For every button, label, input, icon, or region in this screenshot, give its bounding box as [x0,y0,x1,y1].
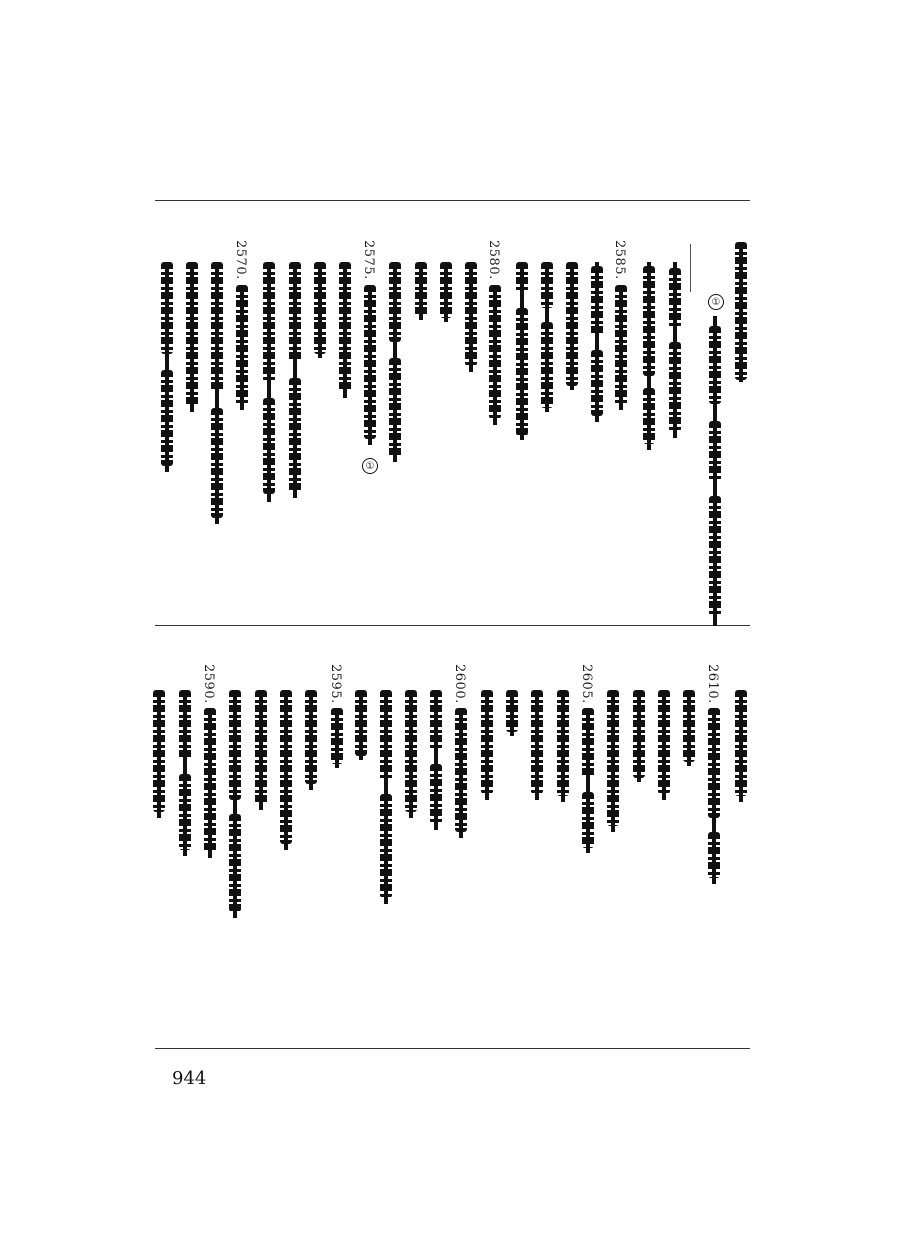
page-number: 944 [172,1068,207,1089]
verse-line [612,285,630,410]
verse-line [513,262,531,440]
verse-line [302,690,320,790]
verse-line [427,690,445,830]
verse-line [640,262,658,450]
verse-line [260,262,278,502]
verse-line [666,262,684,438]
verse-line [630,690,648,782]
line-number: 2605. [579,664,594,704]
footnote-header-line [732,242,750,382]
line-number: 2590. [201,664,216,704]
verse-line [150,690,168,818]
verse-line [528,690,546,800]
verse-line [361,285,379,445]
verse-line [201,708,219,858]
footnote-separator [690,244,691,292]
verse-line [732,690,750,802]
verse-line [277,690,295,850]
verse-line [402,690,420,818]
verse-line [252,690,270,810]
top-rule [155,200,750,201]
verse-line [328,708,346,768]
line-number: 2600. [452,664,467,704]
verse-line [386,262,404,462]
verse-line [655,690,673,800]
line-number: 2570. [233,240,248,280]
verse-line [311,262,329,358]
line-number: 2585. [612,240,627,280]
verse-line [579,708,597,853]
verse-line [176,690,194,856]
verse-line [352,690,370,760]
verse-line [680,690,698,766]
middle-rule [155,625,750,626]
verse-line [503,690,521,736]
verse-line [538,262,556,412]
verse-line [462,262,480,372]
verse-line [412,262,430,320]
verse-line [233,285,251,410]
line-number: 2610. [705,664,720,704]
line-number: 2580. [486,240,501,280]
verse-line [336,262,354,398]
line-number: 2575. [361,240,376,280]
verse-line [563,262,581,390]
verse-line [208,262,226,524]
verse-line [437,262,455,322]
verse-line [478,690,496,800]
footnote-text-line [706,316,724,626]
verse-line [554,690,572,802]
verse-line [705,708,723,884]
verse-line [588,262,606,422]
verse-line [452,708,470,838]
verse-line [158,262,176,472]
verse-line [183,262,201,412]
verse-line [226,690,244,918]
verse-line [286,262,304,498]
footnote-marker: ① [708,294,724,310]
verse-line [377,690,395,904]
footnote-reference: ① [362,458,378,474]
verse-line [486,285,504,425]
line-number: 2595. [328,664,343,704]
verse-line [604,690,622,832]
bottom-rule [155,1048,750,1049]
